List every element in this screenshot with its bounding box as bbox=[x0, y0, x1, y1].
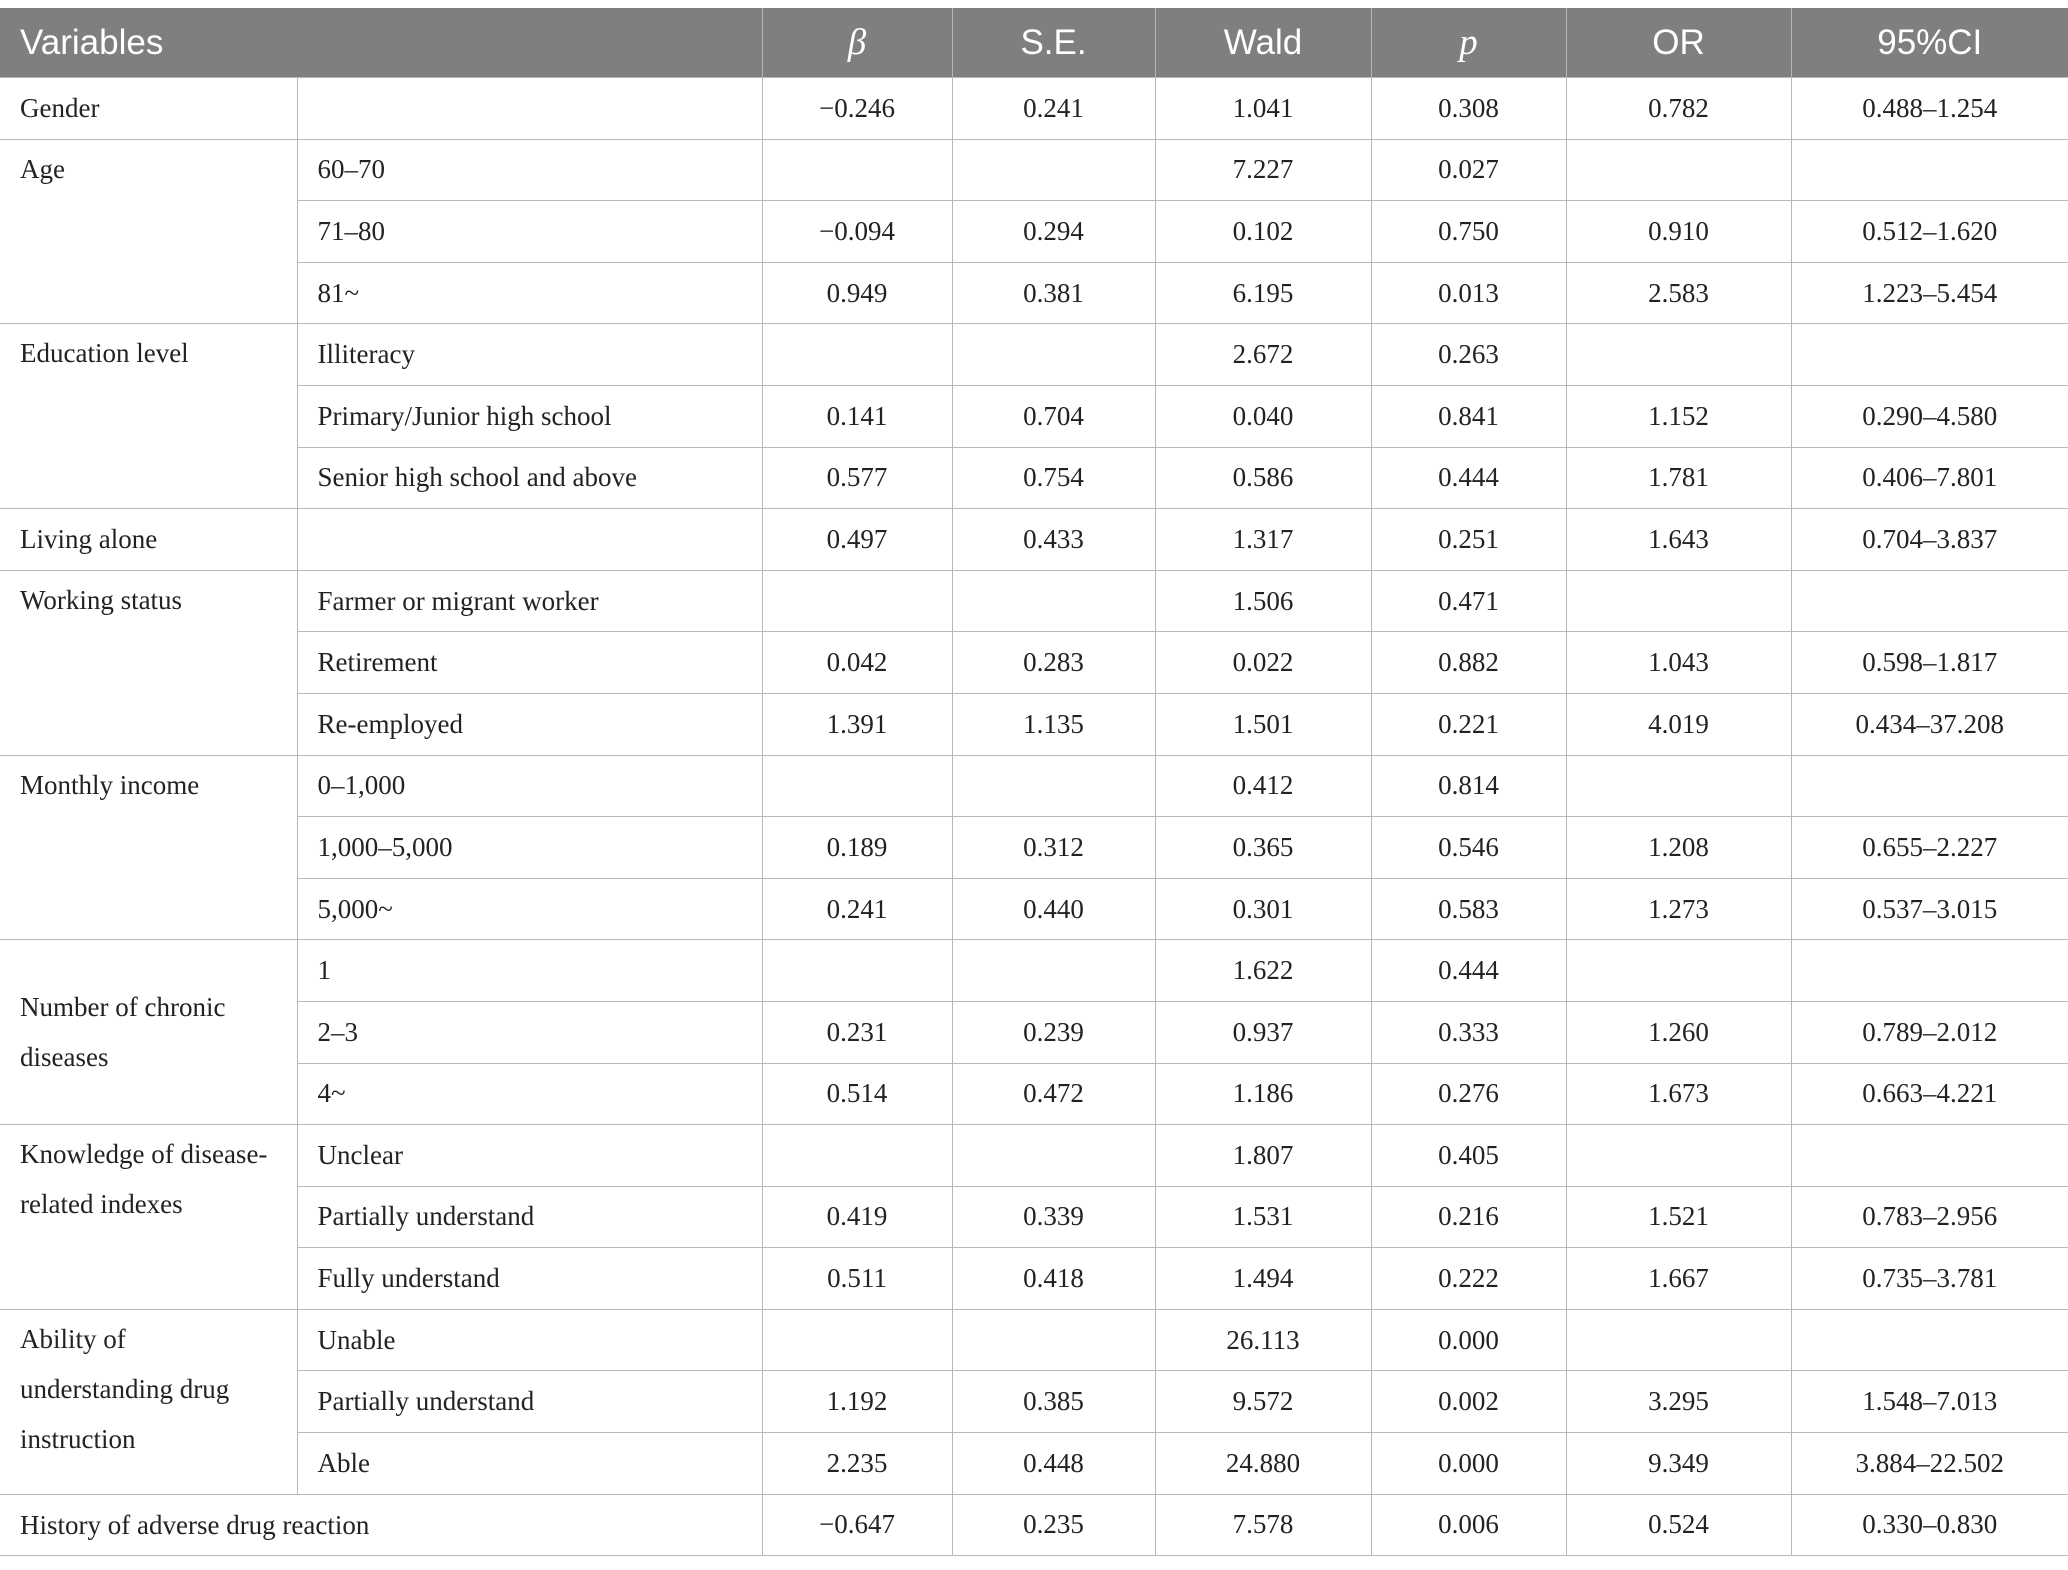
beta-cell: −0.094 bbox=[762, 201, 952, 263]
beta-cell: 0.577 bbox=[762, 447, 952, 509]
p-cell: 0.841 bbox=[1371, 385, 1566, 447]
se-cell: 0.381 bbox=[952, 262, 1155, 324]
se-cell bbox=[952, 324, 1155, 386]
subcategory-cell: 0–1,000 bbox=[297, 755, 762, 817]
wald-cell: 2.672 bbox=[1155, 324, 1371, 386]
ci-cell: 0.290–4.580 bbox=[1791, 385, 2068, 447]
table-row bbox=[0, 1125, 2068, 1187]
p-cell: 0.013 bbox=[1371, 262, 1566, 324]
subcategory-cell: 4~ bbox=[297, 1063, 762, 1125]
or-cell: 1.043 bbox=[1566, 632, 1791, 694]
table-row bbox=[0, 78, 2068, 140]
se-cell bbox=[952, 755, 1155, 817]
wald-cell: 1.501 bbox=[1155, 693, 1371, 755]
se-cell bbox=[952, 1125, 1155, 1187]
se-cell: 0.294 bbox=[952, 201, 1155, 263]
beta-cell bbox=[762, 755, 952, 817]
beta-cell bbox=[762, 1309, 952, 1371]
wald-cell: 0.586 bbox=[1155, 447, 1371, 509]
se-cell: 0.239 bbox=[952, 1001, 1155, 1063]
header-ci: 95%CI bbox=[1791, 8, 2068, 78]
subcategory-cell: Unclear bbox=[297, 1125, 762, 1187]
p-cell: 0.882 bbox=[1371, 632, 1566, 694]
wald-cell: 0.040 bbox=[1155, 385, 1371, 447]
ci-cell: 0.735–3.781 bbox=[1791, 1248, 2068, 1310]
or-cell bbox=[1566, 940, 1791, 1002]
ci-cell: 0.783–2.956 bbox=[1791, 1186, 2068, 1248]
table-row bbox=[0, 509, 2068, 571]
wald-cell: 1.506 bbox=[1155, 570, 1371, 632]
se-cell: 0.241 bbox=[952, 78, 1155, 140]
ci-cell bbox=[1791, 940, 2068, 1002]
header-or: OR bbox=[1566, 8, 1791, 78]
beta-cell: 0.141 bbox=[762, 385, 952, 447]
header-se: S.E. bbox=[952, 8, 1155, 78]
wald-cell: 26.113 bbox=[1155, 1309, 1371, 1371]
ci-cell bbox=[1791, 570, 2068, 632]
se-cell: 0.312 bbox=[952, 817, 1155, 879]
beta-cell bbox=[762, 324, 952, 386]
subcategory-cell: Retirement bbox=[297, 632, 762, 694]
wald-cell: 0.412 bbox=[1155, 755, 1371, 817]
table-row bbox=[0, 1248, 2068, 1310]
or-cell: 0.782 bbox=[1566, 78, 1791, 140]
variable-cell: Age bbox=[0, 139, 297, 324]
se-cell bbox=[952, 570, 1155, 632]
beta-cell bbox=[762, 940, 952, 1002]
table-row bbox=[0, 1186, 2068, 1248]
beta-cell bbox=[762, 139, 952, 201]
se-cell: 0.472 bbox=[952, 1063, 1155, 1125]
variable-cell: Gender bbox=[0, 78, 297, 140]
subcategory-cell: Partially understand bbox=[297, 1371, 762, 1433]
variable-cell: Ability of understanding drug instruction bbox=[0, 1309, 297, 1494]
subcategory-cell: Illiteracy bbox=[297, 324, 762, 386]
or-cell: 1.273 bbox=[1566, 878, 1791, 940]
or-cell: 1.643 bbox=[1566, 509, 1791, 571]
p-cell: 0.221 bbox=[1371, 693, 1566, 755]
p-cell: 0.471 bbox=[1371, 570, 1566, 632]
ci-cell bbox=[1791, 324, 2068, 386]
subcategory-cell: 81~ bbox=[297, 262, 762, 324]
logistic-regression-table bbox=[0, 8, 2068, 1556]
subcategory-cell: Senior high school and above bbox=[297, 447, 762, 509]
header-variables: Variables bbox=[0, 8, 762, 78]
se-cell: 0.448 bbox=[952, 1433, 1155, 1495]
ci-cell: 0.789–2.012 bbox=[1791, 1001, 2068, 1063]
or-cell bbox=[1566, 1125, 1791, 1187]
ci-cell: 0.488–1.254 bbox=[1791, 78, 2068, 140]
or-cell bbox=[1566, 1309, 1791, 1371]
variable-cell: Living alone bbox=[0, 509, 297, 571]
wald-cell: 1.622 bbox=[1155, 940, 1371, 1002]
beta-cell: 0.514 bbox=[762, 1063, 952, 1125]
ci-cell: 0.512–1.620 bbox=[1791, 201, 2068, 263]
table-row bbox=[0, 1433, 2068, 1495]
subcategory-cell: Farmer or migrant worker bbox=[297, 570, 762, 632]
ci-cell: 0.598–1.817 bbox=[1791, 632, 2068, 694]
beta-cell: 0.949 bbox=[762, 262, 952, 324]
table-row bbox=[0, 878, 2068, 940]
subcategory-cell: Fully understand bbox=[297, 1248, 762, 1310]
subcategory-cell: 2–3 bbox=[297, 1001, 762, 1063]
beta-cell bbox=[762, 1125, 952, 1187]
wald-cell: 1.186 bbox=[1155, 1063, 1371, 1125]
variable-cell: History of adverse drug reaction bbox=[0, 1494, 762, 1556]
p-cell: 0.251 bbox=[1371, 509, 1566, 571]
or-cell bbox=[1566, 755, 1791, 817]
beta-cell: 0.497 bbox=[762, 509, 952, 571]
wald-cell: 0.937 bbox=[1155, 1001, 1371, 1063]
or-cell: 0.910 bbox=[1566, 201, 1791, 263]
wald-cell: 0.102 bbox=[1155, 201, 1371, 263]
p-cell: 0.583 bbox=[1371, 878, 1566, 940]
table-row bbox=[0, 570, 2068, 632]
table-row bbox=[0, 1309, 2068, 1371]
or-cell: 1.260 bbox=[1566, 1001, 1791, 1063]
or-cell bbox=[1566, 139, 1791, 201]
subcategory-cell: 71–80 bbox=[297, 201, 762, 263]
beta-cell: −0.246 bbox=[762, 78, 952, 140]
se-cell: 0.440 bbox=[952, 878, 1155, 940]
header-p: p bbox=[1371, 8, 1566, 78]
table-row bbox=[0, 385, 2068, 447]
regression-table-container bbox=[0, 8, 2068, 1556]
p-cell: 0.333 bbox=[1371, 1001, 1566, 1063]
ci-cell: 0.406–7.801 bbox=[1791, 447, 2068, 509]
wald-cell: 0.301 bbox=[1155, 878, 1371, 940]
p-cell: 0.308 bbox=[1371, 78, 1566, 140]
ci-cell bbox=[1791, 1125, 2068, 1187]
ci-cell: 0.537–3.015 bbox=[1791, 878, 2068, 940]
table-row bbox=[0, 755, 2068, 817]
wald-cell: 7.227 bbox=[1155, 139, 1371, 201]
p-cell: 0.027 bbox=[1371, 139, 1566, 201]
se-cell: 0.433 bbox=[952, 509, 1155, 571]
variable-cell: Monthly income bbox=[0, 755, 297, 940]
or-cell: 1.781 bbox=[1566, 447, 1791, 509]
beta-cell: 1.391 bbox=[762, 693, 952, 755]
ci-cell: 0.663–4.221 bbox=[1791, 1063, 2068, 1125]
table-row bbox=[0, 1063, 2068, 1125]
table-header-row bbox=[0, 8, 2068, 78]
p-cell: 0.444 bbox=[1371, 447, 1566, 509]
or-cell: 1.667 bbox=[1566, 1248, 1791, 1310]
p-cell: 0.002 bbox=[1371, 1371, 1566, 1433]
wald-cell: 1.041 bbox=[1155, 78, 1371, 140]
p-cell: 0.444 bbox=[1371, 940, 1566, 1002]
p-cell: 0.814 bbox=[1371, 755, 1566, 817]
variable-cell: Education level bbox=[0, 324, 297, 509]
ci-cell: 0.330–0.830 bbox=[1791, 1494, 2068, 1556]
se-cell: 0.283 bbox=[952, 632, 1155, 694]
p-cell: 0.000 bbox=[1371, 1309, 1566, 1371]
beta-cell: 1.192 bbox=[762, 1371, 952, 1433]
table-row bbox=[0, 693, 2068, 755]
wald-cell: 7.578 bbox=[1155, 1494, 1371, 1556]
beta-cell: 0.419 bbox=[762, 1186, 952, 1248]
p-cell: 0.405 bbox=[1371, 1125, 1566, 1187]
p-cell: 0.750 bbox=[1371, 201, 1566, 263]
se-cell: 1.135 bbox=[952, 693, 1155, 755]
ci-cell bbox=[1791, 1309, 2068, 1371]
subcategory-cell: 1 bbox=[297, 940, 762, 1002]
subcategory-cell: Able bbox=[297, 1433, 762, 1495]
header-wald: Wald bbox=[1155, 8, 1371, 78]
subcategory-cell: Re-employed bbox=[297, 693, 762, 755]
se-cell bbox=[952, 1309, 1155, 1371]
wald-cell: 9.572 bbox=[1155, 1371, 1371, 1433]
or-cell bbox=[1566, 324, 1791, 386]
or-cell: 4.019 bbox=[1566, 693, 1791, 755]
beta-cell: −0.647 bbox=[762, 1494, 952, 1556]
or-cell: 1.208 bbox=[1566, 817, 1791, 879]
wald-cell: 0.022 bbox=[1155, 632, 1371, 694]
beta-cell: 0.042 bbox=[762, 632, 952, 694]
table-row bbox=[0, 447, 2068, 509]
subcategory-cell: 1,000–5,000 bbox=[297, 817, 762, 879]
or-cell: 1.673 bbox=[1566, 1063, 1791, 1125]
or-cell: 9.349 bbox=[1566, 1433, 1791, 1495]
table-row bbox=[0, 324, 2068, 386]
p-cell: 0.276 bbox=[1371, 1063, 1566, 1125]
subcategory-cell bbox=[297, 78, 762, 140]
table-row bbox=[0, 262, 2068, 324]
subcategory-cell: 5,000~ bbox=[297, 878, 762, 940]
ci-cell: 0.655–2.227 bbox=[1791, 817, 2068, 879]
wald-cell: 24.880 bbox=[1155, 1433, 1371, 1495]
header-beta: β bbox=[762, 8, 952, 78]
beta-cell: 0.231 bbox=[762, 1001, 952, 1063]
se-cell: 0.339 bbox=[952, 1186, 1155, 1248]
table-row bbox=[0, 940, 2068, 1002]
wald-cell: 6.195 bbox=[1155, 262, 1371, 324]
wald-cell: 1.494 bbox=[1155, 1248, 1371, 1310]
se-cell bbox=[952, 940, 1155, 1002]
variable-cell: Number of chronic diseases bbox=[0, 940, 297, 1125]
table-row bbox=[0, 1494, 2068, 1556]
ci-cell: 1.548–7.013 bbox=[1791, 1371, 2068, 1433]
table-row bbox=[0, 632, 2068, 694]
p-cell: 0.000 bbox=[1371, 1433, 1566, 1495]
beta-cell: 0.189 bbox=[762, 817, 952, 879]
or-cell bbox=[1566, 570, 1791, 632]
ci-cell: 0.704–3.837 bbox=[1791, 509, 2068, 571]
wald-cell: 1.807 bbox=[1155, 1125, 1371, 1187]
table-row bbox=[0, 1371, 2068, 1433]
subcategory-cell: 60–70 bbox=[297, 139, 762, 201]
variable-cell: Working status bbox=[0, 570, 297, 755]
se-cell: 0.704 bbox=[952, 385, 1155, 447]
subcategory-cell: Primary/Junior high school bbox=[297, 385, 762, 447]
p-cell: 0.546 bbox=[1371, 817, 1566, 879]
subcategory-cell: Unable bbox=[297, 1309, 762, 1371]
ci-cell: 3.884–22.502 bbox=[1791, 1433, 2068, 1495]
ci-cell bbox=[1791, 755, 2068, 817]
or-cell: 3.295 bbox=[1566, 1371, 1791, 1433]
beta-cell bbox=[762, 570, 952, 632]
p-cell: 0.222 bbox=[1371, 1248, 1566, 1310]
or-cell: 1.521 bbox=[1566, 1186, 1791, 1248]
table-row bbox=[0, 139, 2068, 201]
p-cell: 0.263 bbox=[1371, 324, 1566, 386]
variable-cell: Knowledge of disease-related indexes bbox=[0, 1125, 297, 1310]
subcategory-cell bbox=[297, 509, 762, 571]
ci-cell bbox=[1791, 139, 2068, 201]
ci-cell: 0.434–37.208 bbox=[1791, 693, 2068, 755]
wald-cell: 1.531 bbox=[1155, 1186, 1371, 1248]
se-cell: 0.754 bbox=[952, 447, 1155, 509]
beta-cell: 0.511 bbox=[762, 1248, 952, 1310]
beta-cell: 0.241 bbox=[762, 878, 952, 940]
table-row bbox=[0, 201, 2068, 263]
p-cell: 0.006 bbox=[1371, 1494, 1566, 1556]
wald-cell: 0.365 bbox=[1155, 817, 1371, 879]
table-row bbox=[0, 817, 2068, 879]
se-cell: 0.235 bbox=[952, 1494, 1155, 1556]
p-cell: 0.216 bbox=[1371, 1186, 1566, 1248]
or-cell: 1.152 bbox=[1566, 385, 1791, 447]
or-cell: 0.524 bbox=[1566, 1494, 1791, 1556]
se-cell: 0.385 bbox=[952, 1371, 1155, 1433]
or-cell: 2.583 bbox=[1566, 262, 1791, 324]
se-cell: 0.418 bbox=[952, 1248, 1155, 1310]
beta-cell: 2.235 bbox=[762, 1433, 952, 1495]
se-cell bbox=[952, 139, 1155, 201]
ci-cell: 1.223–5.454 bbox=[1791, 262, 2068, 324]
subcategory-cell: Partially understand bbox=[297, 1186, 762, 1248]
table-row bbox=[0, 1001, 2068, 1063]
wald-cell: 1.317 bbox=[1155, 509, 1371, 571]
